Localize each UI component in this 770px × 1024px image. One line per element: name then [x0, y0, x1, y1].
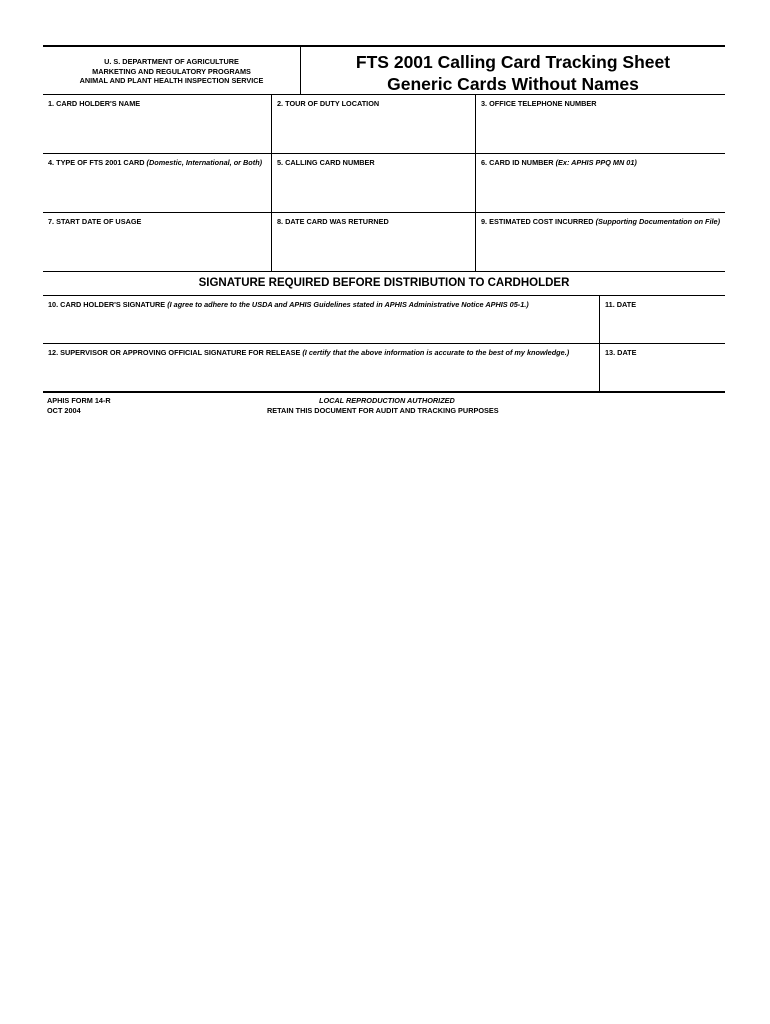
- form-title-line-1: FTS 2001 Calling Card Tracking Sheet: [355, 52, 671, 72]
- start-date-label: 7. START DATE OF USAGE: [48, 217, 142, 226]
- tour-of-duty-label: 2. TOUR OF DUTY LOCATION: [277, 99, 380, 108]
- cardholder-signature-label: 10. CARD HOLDER'S SIGNATURE: [48, 300, 166, 309]
- return-date-label: 8. DATE CARD WAS RETURNED: [277, 217, 389, 226]
- return-date-field[interactable]: [272, 213, 476, 271]
- office-phone-field[interactable]: [476, 95, 725, 153]
- fields-row-2: [43, 154, 725, 213]
- reproduction-notice: [247, 396, 725, 415]
- supervisor-signature-field[interactable]: [43, 344, 600, 391]
- calling-card-number-field[interactable]: [272, 154, 476, 212]
- form-title-line-2: Generic Cards Without Names: [387, 74, 639, 94]
- card-type-note: (Domestic, International, or Both): [146, 158, 263, 167]
- form-footer: [43, 392, 725, 415]
- card-id-note: (Ex: APHIS PPQ MN 01): [555, 158, 637, 167]
- card-holder-name-label: 1. CARD HOLDER'S NAME: [48, 99, 141, 108]
- form-number: APHIS FORM 14-R: [47, 396, 111, 405]
- agency-line-2: MARKETING AND REGULATORY PROGRAMS: [92, 66, 251, 76]
- start-date-field[interactable]: [43, 213, 272, 271]
- supervisor-signature-label: 12. SUPERVISOR OR APPROVING OFFICIAL SIGNATURE FOR RELEASE: [48, 348, 301, 357]
- form-id-block: [43, 396, 247, 415]
- supervisor-signature-row: [43, 344, 725, 392]
- card-type-field[interactable]: [43, 154, 272, 212]
- cardholder-signature-field[interactable]: [43, 296, 600, 343]
- signature-banner: SIGNATURE REQUIRED BEFORE DISTRIBUTION TO CARDHOLDER: [43, 272, 725, 296]
- office-phone-label: 3. OFFICE TELEPHONE NUMBER: [481, 99, 597, 108]
- card-holder-name-field[interactable]: [43, 95, 272, 153]
- form-header: [43, 47, 725, 95]
- form-title: [301, 47, 725, 94]
- supervisor-date-label: 13. DATE: [605, 348, 637, 357]
- card-type-label: 4. TYPE OF FTS 2001 CARD: [48, 158, 145, 167]
- form-date: OCT 2004: [47, 405, 81, 415]
- reproduction-authorized: LOCAL REPRODUCTION AUTHORIZED: [319, 396, 455, 405]
- estimated-cost-field[interactable]: [476, 213, 725, 271]
- tracking-form: [43, 45, 725, 415]
- agency-line-3: ANIMAL AND PLANT HEALTH INSPECTION SERVICE: [79, 76, 264, 85]
- fields-row-1: [43, 95, 725, 154]
- card-id-field[interactable]: [476, 154, 725, 212]
- agency-block: [43, 47, 301, 94]
- cardholder-date-label: 11. DATE: [605, 300, 637, 309]
- fields-row-3: [43, 213, 725, 272]
- retain-notice: RETAIN THIS DOCUMENT FOR AUDIT AND TRACKING PURPOSES: [267, 405, 499, 415]
- estimated-cost-note: (Supporting Documentation on File): [595, 217, 721, 226]
- cardholder-signature-note: (I agree to adhere to the USDA and APHIS Guidelines stated in APHIS Administrative Notice APHIS 05-1.): [167, 300, 529, 309]
- tour-of-duty-field[interactable]: [272, 95, 476, 153]
- calling-card-number-label: 5. CALLING CARD NUMBER: [277, 158, 375, 167]
- card-id-label: 6. CARD ID NUMBER: [481, 158, 554, 167]
- supervisor-date-field[interactable]: [600, 344, 725, 391]
- cardholder-date-field[interactable]: [600, 296, 725, 343]
- supervisor-signature-note: (I certify that the above information is accurate to the best of my knowledge.): [302, 348, 570, 357]
- cardholder-signature-row: [43, 296, 725, 344]
- agency-line-1: U. S. DEPARTMENT OF AGRICULTURE: [104, 57, 239, 66]
- estimated-cost-label: 9. ESTIMATED COST INCURRED: [481, 217, 594, 226]
